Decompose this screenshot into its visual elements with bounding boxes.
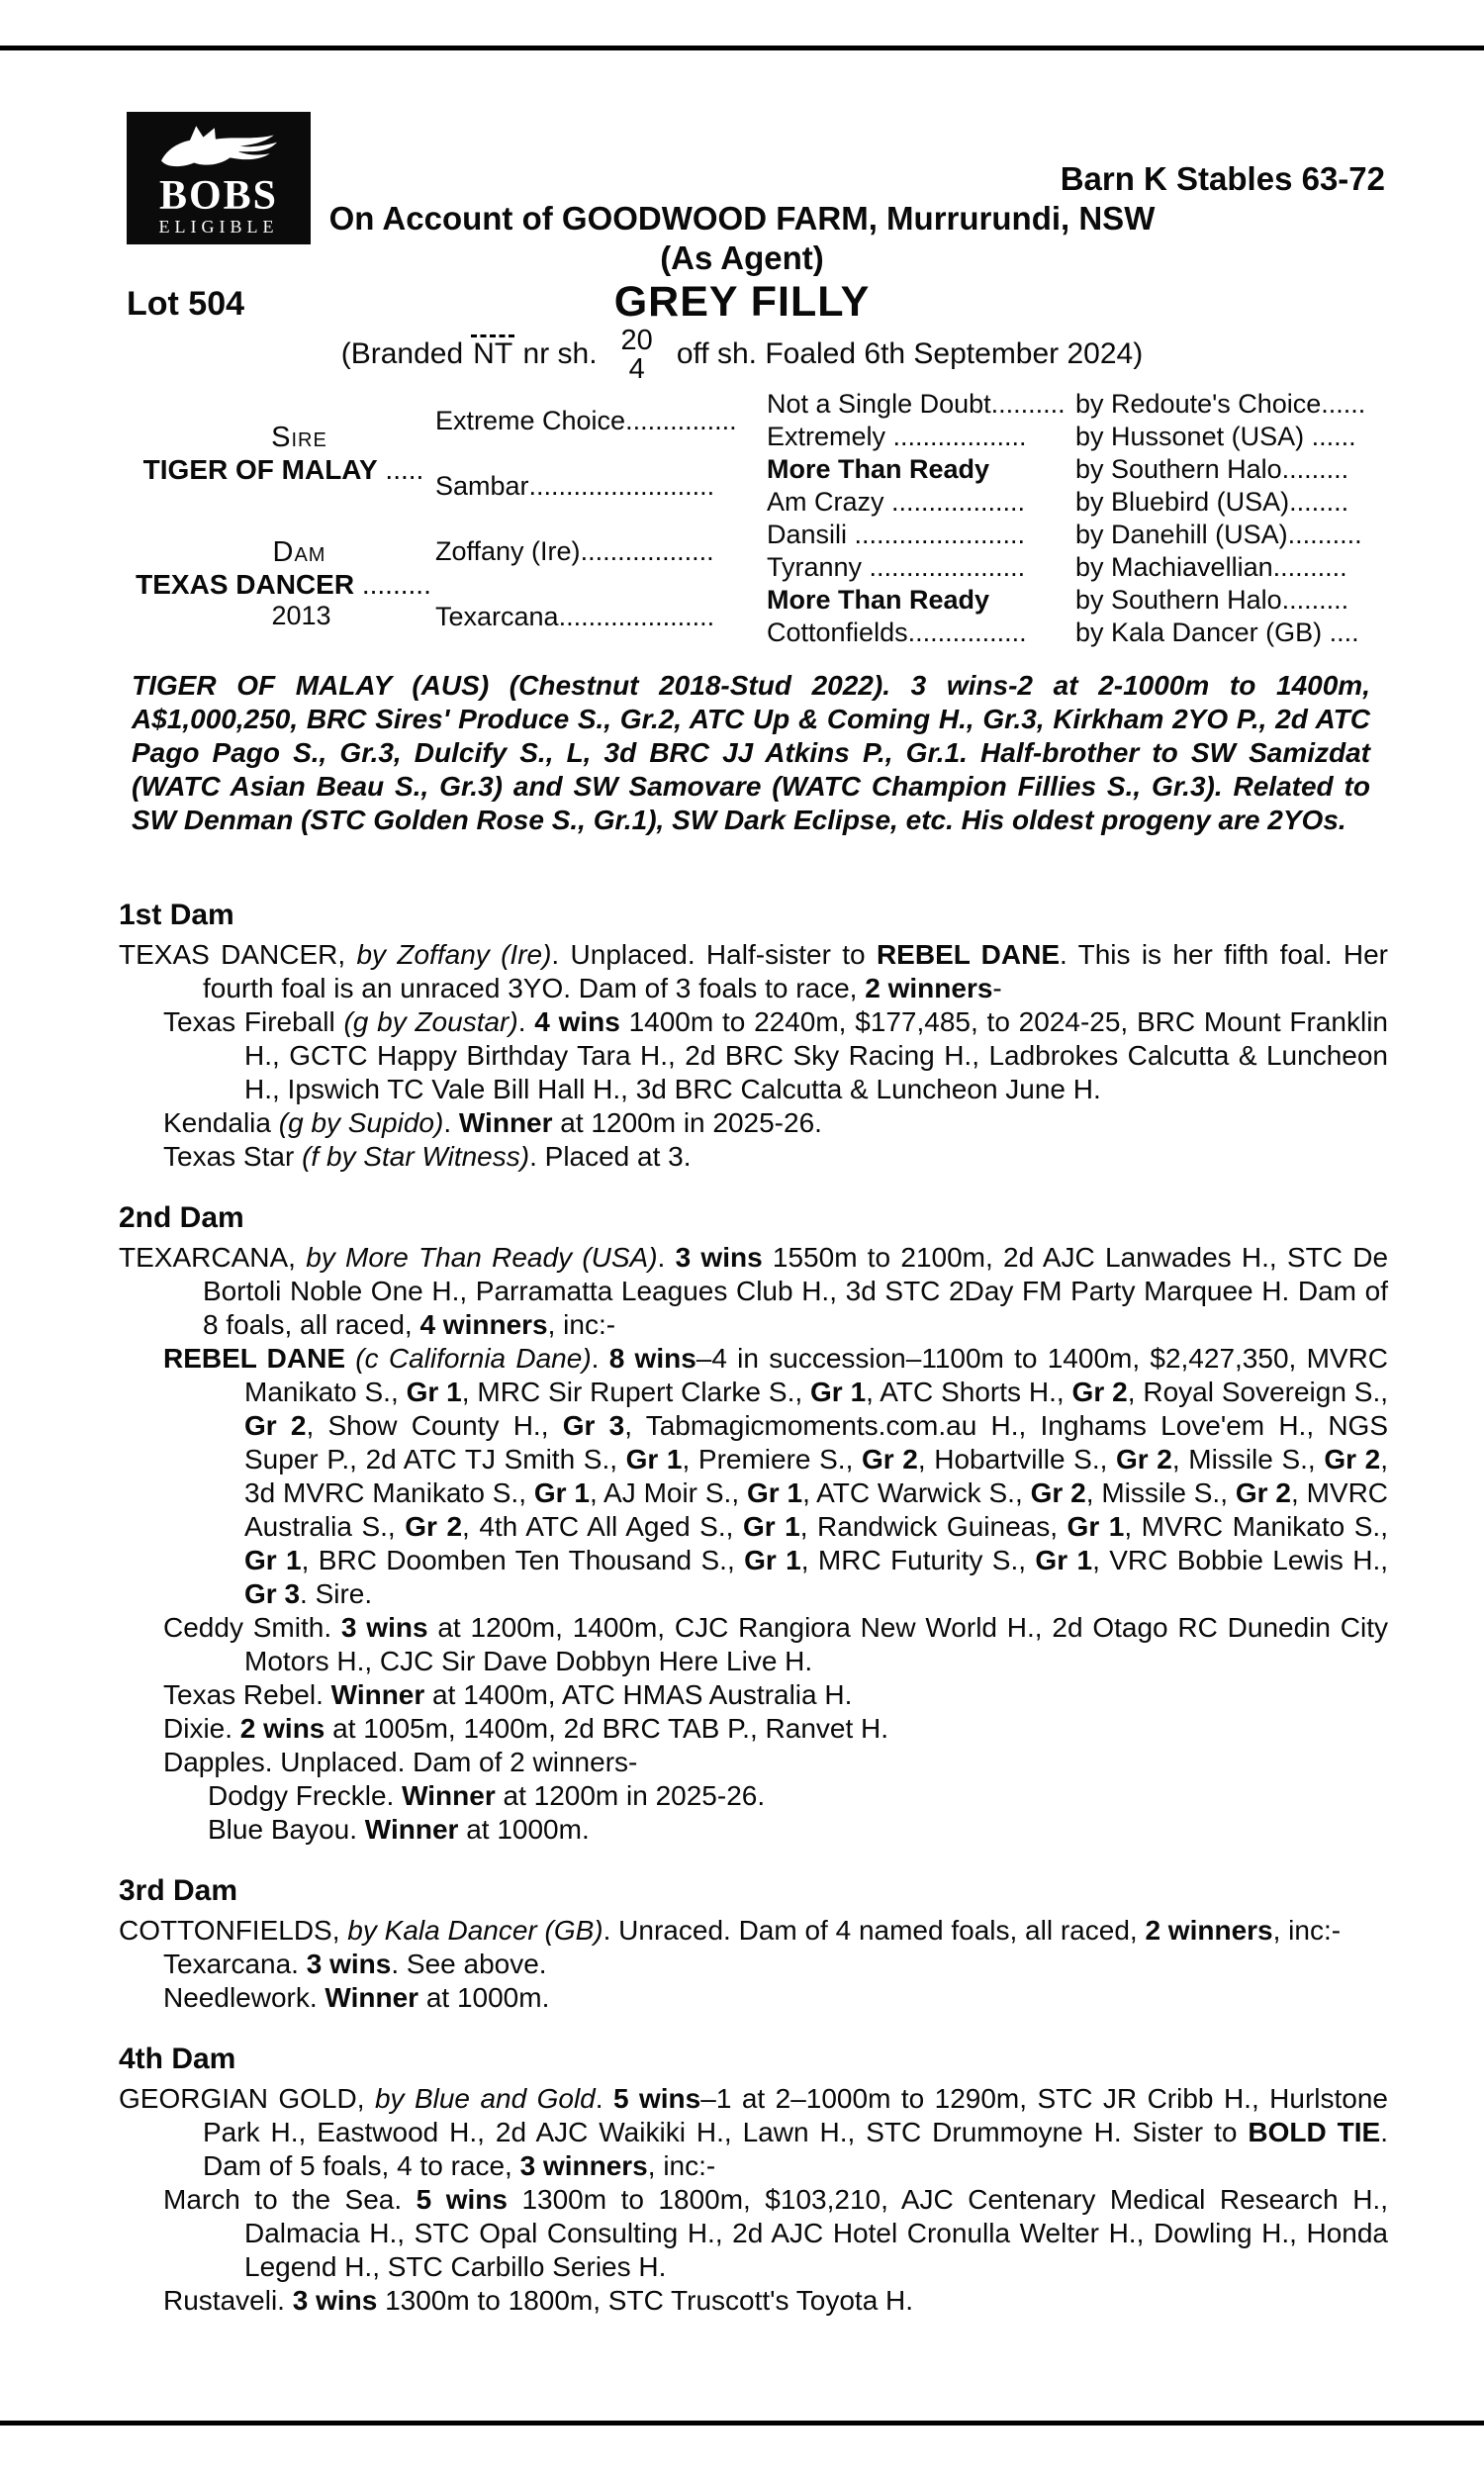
- text-run: . Sire.: [300, 1578, 373, 1609]
- sire-leader: .....: [377, 453, 424, 485]
- text-run: Dapples. Unplaced. Dam of 2 winners-: [163, 1747, 638, 1777]
- text-run: Gr 2: [1116, 1444, 1172, 1475]
- text-run: 8 wins: [608, 1343, 696, 1374]
- sire-sire-name: Extreme Choice: [435, 405, 626, 435]
- grandparent-name: Am Crazy ..................: [767, 487, 1026, 517]
- text-run: 4 wins: [534, 1006, 620, 1037]
- text-run: REBEL DANE: [876, 939, 1061, 970]
- text-run: Gr 2: [1030, 1477, 1086, 1508]
- text-run: , 3d MVRC Manikato S.,: [244, 1444, 1388, 1508]
- text-run: at 1200m in 2025-26.: [495, 1780, 766, 1811]
- text-run: [345, 1343, 355, 1374]
- grandparent-name: Extremely ..................: [767, 422, 1027, 451]
- text-run: , AJ Moir S.,: [589, 1477, 747, 1508]
- text-run: COTTONFIELDS,: [119, 1915, 348, 1946]
- text-run: 2 winners: [865, 973, 993, 1003]
- brand-year-top: 20: [620, 325, 653, 356]
- text-run: 1300m to 1800m, STC Truscott's Toyota H.: [377, 2285, 914, 2316]
- text-run: Gr 2: [244, 1410, 307, 1441]
- barn-stables-label: Barn K Stables 63-72: [1060, 160, 1385, 197]
- text-run: by Blue and Gold: [374, 2083, 596, 2114]
- text-run: Gr 1: [742, 1511, 800, 1542]
- text-run: , MRC Futurity S.,: [800, 1545, 1036, 1575]
- text-run: –4 in succession–1100m to 1400m, $2,427,350, MVRC Manikato S.,: [244, 1343, 1389, 1407]
- text-run: Gr 1: [244, 1545, 302, 1575]
- text-run: , Hobartville S.,: [917, 1444, 1116, 1475]
- brand-suffix: off sh. Foaled 6th September 2024): [676, 336, 1144, 370]
- dam-sections: [119, 899, 1388, 2318]
- text-run: , Missile S.,: [1171, 1444, 1325, 1475]
- text-run: Winner: [458, 1107, 553, 1138]
- leader-dots: ..................: [580, 535, 714, 566]
- text-run: 4 winners: [419, 1309, 548, 1340]
- pedigree-paragraph: [119, 1611, 1388, 1678]
- logo-text-bobs: BOBS: [158, 172, 279, 219]
- text-run: 3 wins: [340, 1612, 428, 1643]
- text-run: .: [517, 1006, 535, 1037]
- pedigree-paragraph: [119, 1981, 1388, 2015]
- text-run: Gr 2: [1324, 1444, 1381, 1475]
- text-run: by Kala Dancer (GB): [347, 1915, 603, 1946]
- pedigree-paragraph: [119, 1914, 1388, 1948]
- text-run: Gr 2: [405, 1511, 463, 1542]
- text-run: . Placed at 3.: [529, 1141, 692, 1172]
- dam-section-heading: 3rd Dam: [119, 1874, 238, 1907]
- dam-leader: .........: [354, 569, 431, 600]
- text-run: 5 wins: [612, 2083, 701, 2114]
- grandparent-name: More Than Ready: [767, 585, 990, 615]
- text-run: Gr 1: [406, 1377, 462, 1407]
- text-run: , 4th ATC All Aged S.,: [462, 1511, 743, 1542]
- pedigree-paragraph: [119, 2284, 1388, 2318]
- text-run: 1550m to 2100m, 2d AJC Lanwades H., STC De Bortoli Noble One H., Parramatta Leagues Club H., 3d STC 2Day FM Party Marquee H. Dam of 8 foals, all raced,: [203, 1242, 1389, 1340]
- text-run: at 1200m, 1400m, CJC Rangiora New World H., 2d Otago RC Dunedin City Motors H., CJC Sir Dave Dobbyn Here Live H.: [244, 1612, 1388, 1676]
- text-run: at 1400m, ATC HMAS Australia H.: [424, 1679, 853, 1710]
- text-run: GEORGIAN GOLD,: [119, 2083, 375, 2114]
- as-agent-line: (As Agent): [660, 239, 824, 276]
- pedigree-paragraph: [119, 1241, 1388, 1342]
- sire-sire: [435, 388, 767, 453]
- dam-section-heading: 4th Dam: [119, 2043, 236, 2075]
- pedigree-paragraph: [119, 1779, 1388, 1813]
- sire-dam-name: Sambar: [435, 470, 529, 501]
- text-run: , ATC Warwick S.,: [802, 1477, 1031, 1508]
- text-run: Texas Fireball: [163, 1006, 344, 1037]
- text-run: Gr 1: [1035, 1545, 1093, 1575]
- dam-year: 2013: [271, 601, 331, 630]
- dam-dam-name: Texarcana: [435, 601, 559, 631]
- text-run: –1 at 2–1000m to 1290m, STC JR Cribb H., Hurlstone Park H., Eastwood H., 2d AJC Waikiki H., Lawn H., STC Drummoyne H. Sister to: [203, 2083, 1388, 2147]
- text-run: Needlework.: [163, 1982, 325, 2013]
- grandparent-by: by Redoute's Choice......: [1075, 389, 1366, 419]
- text-run: . This is her fifth foal. Her fourth foal is an unraced 3YO. Dam of 3 foals to race,: [203, 939, 1388, 1003]
- leader-dots: .........................: [528, 470, 715, 501]
- text-run: , ATC Shorts H.,: [866, 1377, 1072, 1407]
- text-run: (g by Supido): [278, 1107, 444, 1138]
- text-run: .: [591, 1343, 609, 1374]
- text-run: 3 wins: [675, 1242, 763, 1273]
- text-run: (c California Dane): [355, 1343, 592, 1374]
- pedigree-table: [132, 388, 1388, 649]
- horse-head-icon: [144, 120, 293, 177]
- text-run: Gr 1: [746, 1477, 803, 1508]
- pedigree-paragraph: [119, 2082, 1388, 2183]
- brand-year-stack: [621, 327, 653, 384]
- text-run: .: [595, 2083, 613, 2114]
- grandparent-name: More Than Ready: [767, 454, 990, 484]
- text-run: at 1005m, 1400m, 2d BRC TAB P., Ranvet H.: [325, 1713, 889, 1744]
- text-run: , inc:-: [547, 1309, 616, 1340]
- pedigree-paragraph: [119, 1813, 1388, 1847]
- brand-line: [0, 327, 1484, 384]
- grandparent-name: Cottonfields................: [767, 618, 1027, 647]
- dam-name: [136, 569, 431, 601]
- leader-dots: .....................: [558, 601, 715, 631]
- sire-block: [132, 388, 435, 519]
- grandparent-name: Dansili .......................: [767, 520, 1026, 549]
- grandparent-name: Not a Single Doubt..........: [767, 389, 1066, 419]
- text-run: Winner: [325, 1982, 419, 2013]
- text-run: (g by Zoustar): [343, 1006, 518, 1037]
- pedigree-paragraph: [119, 1712, 1388, 1746]
- vendor-account-line: On Account of GOODWOOD FARM, Murrurundi, NSW: [328, 200, 1156, 237]
- text-run: REBEL DANE: [163, 1343, 345, 1374]
- grandparent-by: by Hussonet (USA) ......: [1075, 422, 1356, 451]
- text-run: Rustaveli.: [163, 2285, 293, 2316]
- grandparent-by: by Southern Halo.........: [1075, 454, 1349, 484]
- text-run: Ceddy Smith.: [163, 1612, 341, 1643]
- text-run: , Randwick Guineas,: [799, 1511, 1067, 1542]
- text-run: (f by Star Witness): [302, 1141, 530, 1172]
- pedigree-paragraph: [119, 1140, 1388, 1174]
- brand-near-shoulder: nr sh.: [522, 336, 598, 370]
- brand-year-bottom: 4: [628, 353, 645, 385]
- grandparent-by: by Danehill (USA)..........: [1075, 520, 1362, 549]
- text-run: , MVRC Australia S.,: [244, 1477, 1389, 1542]
- text-run: , MRC Sir Rupert Clarke S.,: [461, 1377, 811, 1407]
- text-run: Gr 1: [533, 1477, 590, 1508]
- text-run: Dixie.: [163, 1713, 240, 1744]
- text-run: by Zoffany (Ire): [356, 939, 552, 970]
- text-run: .: [657, 1242, 676, 1273]
- text-run: , inc:-: [647, 2150, 716, 2181]
- text-run: , inc:-: [1272, 1915, 1342, 1946]
- text-run: Kendalia: [163, 1107, 279, 1138]
- text-run: , BRC Doomben Ten Thousand S.,: [301, 1545, 745, 1575]
- text-run: BOLD TIE: [1248, 2117, 1381, 2147]
- text-run: , Missile S.,: [1085, 1477, 1236, 1508]
- text-run: , Royal Sovereign S.,: [1127, 1377, 1389, 1407]
- dam-sire: [435, 519, 767, 584]
- text-run: Winner: [330, 1679, 425, 1710]
- brand-prefix: (Branded: [340, 336, 464, 370]
- text-run: , Premiere S.,: [682, 1444, 862, 1475]
- page-title: GREY FILLY: [613, 278, 871, 326]
- text-run: . Unplaced. Half-sister to: [551, 939, 877, 970]
- pedigree-paragraph: [119, 1106, 1388, 1140]
- text-run: Blue Bayou.: [208, 1814, 365, 1845]
- dam-block: [132, 519, 435, 649]
- text-run: 1400m to 2240m, $177,485, to 2024-25, BRC Mount Franklin H., GCTC Happy Birthday Tara H., 2d BRC Sky Racing H., Ladbrokes Calcutta & Luncheon H., Ipswich TC Vale Bill Hall H., 3d BRC Calcutta & Luncheon June H.: [244, 1006, 1388, 1104]
- pedigree-paragraph: [119, 1948, 1388, 1981]
- text-run: , VRC Bobbie Lewis H.,: [1092, 1545, 1389, 1575]
- text-run: 3 winners: [519, 2150, 648, 2181]
- dam-label: Dam: [272, 536, 326, 568]
- pedigree-paragraph: [119, 1005, 1388, 1106]
- grandparent-name: Tyranny .....................: [767, 552, 1026, 582]
- text-run: Gr 3: [562, 1410, 625, 1441]
- grandparent-by: by Southern Halo.........: [1075, 585, 1349, 615]
- grandparent-by: by Machiavellian..........: [1075, 552, 1347, 582]
- text-run: Gr 1: [625, 1444, 683, 1475]
- text-run: Gr 2: [1071, 1377, 1128, 1407]
- grandparent-by: by Bluebird (USA)........: [1075, 487, 1349, 517]
- pedigree-paragraph: [119, 1746, 1388, 1779]
- sire-name: [143, 454, 424, 486]
- text-run: Gr 2: [1235, 1477, 1291, 1508]
- text-run: 2 winners: [1145, 1915, 1273, 1946]
- text-run: TEXAS DANCER,: [119, 939, 357, 970]
- text-run: Winner: [402, 1780, 496, 1811]
- brand-mark: NT: [471, 334, 514, 370]
- pedigree-paragraph: [119, 2183, 1388, 2284]
- text-run: . Unraced. Dam of 4 named foals, all raced,: [603, 1915, 1146, 1946]
- text-run: . See above.: [391, 1949, 547, 1979]
- text-run: 3 wins: [306, 1949, 392, 1979]
- text-run: March to the Sea.: [163, 2184, 417, 2215]
- text-run: , Tabmagicmoments.com.au H., Inghams Love'em H., NGS Super P., 2d ATC TJ Smith S.,: [244, 1410, 1389, 1475]
- text-run: , MVRC Manikato S.,: [1124, 1511, 1388, 1542]
- text-run: Gr 1: [810, 1377, 867, 1407]
- bottom-rule: [0, 2421, 1484, 2426]
- text-run: 2 wins: [239, 1713, 325, 1744]
- top-rule: [0, 46, 1484, 50]
- text-run: Texas Rebel.: [163, 1679, 331, 1710]
- text-run: Dodgy Freckle.: [208, 1780, 403, 1811]
- dam-name-text: TEXAS DANCER: [136, 569, 355, 600]
- text-run: 5 wins: [416, 2184, 508, 2215]
- dam-dam: [435, 584, 767, 649]
- pedigree-paragraph: [119, 938, 1388, 1005]
- sire-name-text: TIGER OF MALAY: [142, 453, 378, 485]
- dam-section-heading: 2nd Dam: [119, 1201, 244, 1234]
- text-run: by More Than Ready (USA): [306, 1242, 658, 1273]
- text-run: Gr 1: [744, 1545, 801, 1575]
- logo-text-eligible: ELIGIBLE: [158, 216, 279, 237]
- pedigree-paragraph: [119, 1678, 1388, 1712]
- text-run: .: [443, 1107, 459, 1138]
- sire-summary: TIGER OF MALAY (AUS) (Chestnut 2018-Stud 2022). 3 wins-2 at 2-1000m to 1400m, A$1,000,250, BRC Sires' Produce S., Gr.2, ATC Up & Coming H., Gr.3, Kirkham 2YO P., 2d ATC Pago Pago S., Gr.3, Dulcify S., L, 3d BRC JJ Atkins P., Gr.1. Half-brother to SW Samizdat (WATC Asian Beau S., Gr.3) and SW Samovare (WATC Champion Fillies S., Gr.3). Related to SW Denman (STC Golden Rose S., Gr.1), SW Dark Eclipse, etc. His oldest progeny are 2YOs.: [132, 670, 1370, 835]
- text-run: Gr 3: [244, 1578, 301, 1609]
- text-run: , Show County H.,: [306, 1410, 563, 1441]
- pedigree-paragraph: [119, 1342, 1388, 1611]
- text-run: -: [992, 973, 1002, 1003]
- text-run: Texas Star: [163, 1141, 303, 1172]
- text-run: Texarcana.: [163, 1949, 307, 1979]
- text-run: TEXARCANA,: [119, 1242, 307, 1273]
- text-run: at 1200m in 2025-26.: [552, 1107, 822, 1138]
- text-run: at 1000m.: [418, 1982, 550, 2013]
- sire-label: Sire: [271, 421, 327, 453]
- lot-number: Lot 504: [127, 285, 245, 323]
- text-run: 3 wins: [292, 2285, 378, 2316]
- text-run: Gr 1: [1067, 1511, 1125, 1542]
- sire-dam: [435, 453, 767, 519]
- text-run: . Dam of 5 foals, 4 to race,: [203, 2117, 1388, 2181]
- dam-sire-name: Zoffany (Ire): [435, 535, 581, 566]
- grandparent-by: by Kala Dancer (GB) ....: [1075, 618, 1359, 647]
- text-run: at 1000m.: [458, 1814, 590, 1845]
- dam-section-heading: 1st Dam: [119, 899, 234, 931]
- text-run: Winner: [364, 1814, 459, 1845]
- text-run: 1300m to 1800m, $103,210, AJC Centenary Medical Research H., Dalmacia H., STC Opal Consulting H., 2d AJC Hotel Cronulla Welter H., Dowling H., Honda Legend H., STC Carbillo Series H.: [244, 2184, 1388, 2282]
- text-run: Gr 2: [861, 1444, 918, 1475]
- leader-dots: ...............: [625, 405, 737, 435]
